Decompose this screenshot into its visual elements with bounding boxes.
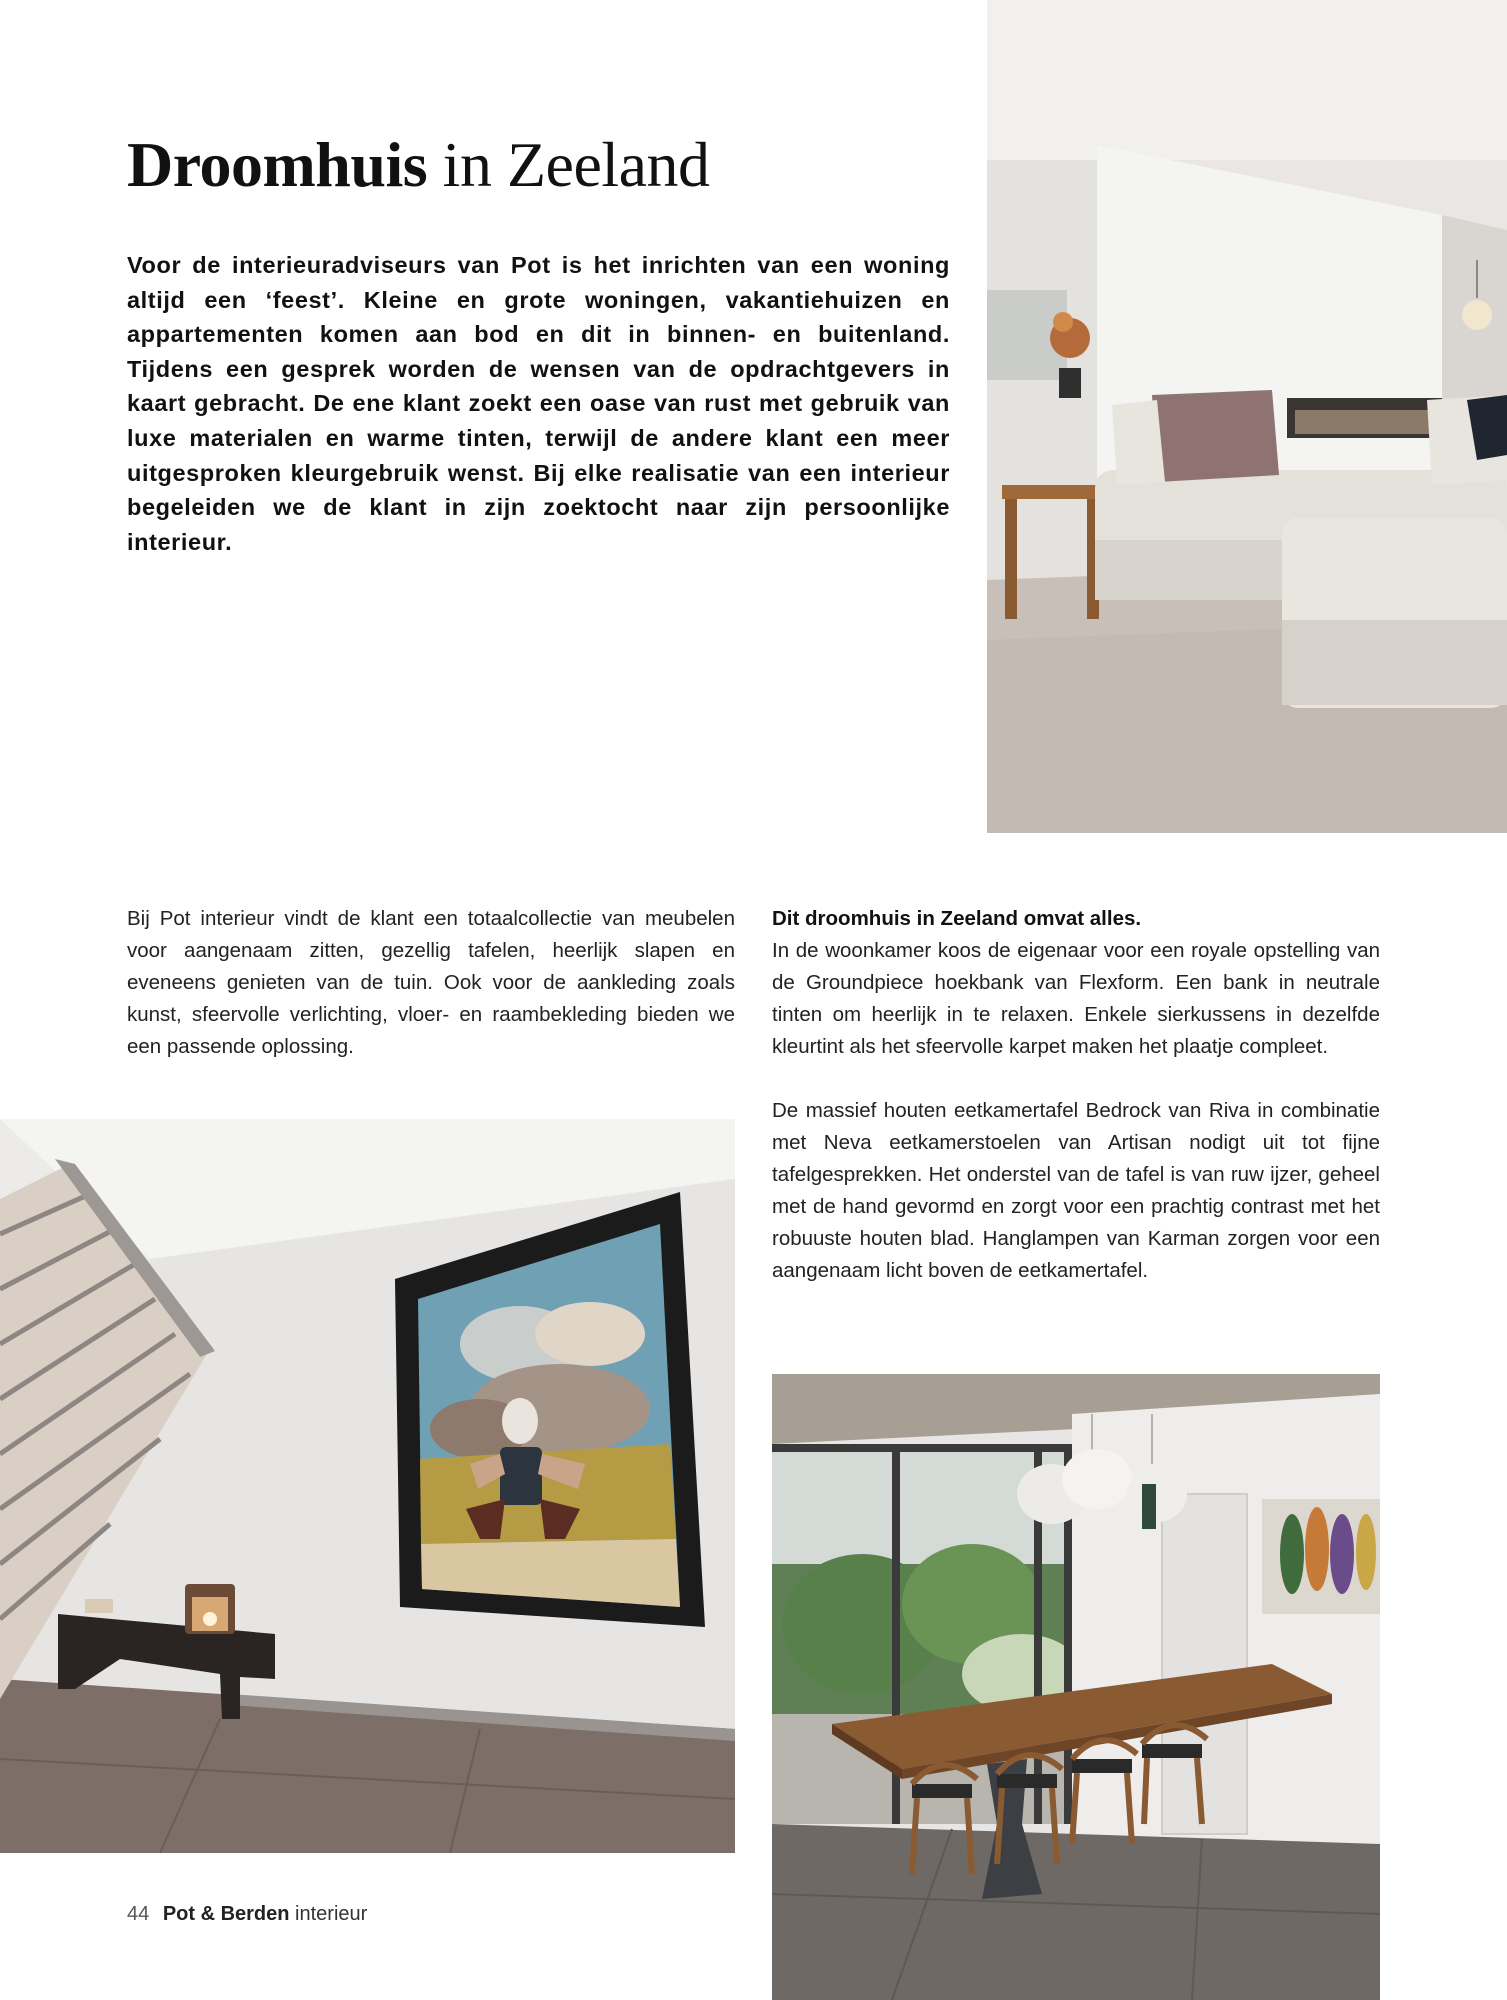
right-column-lead: Dit droomhuis in Zeeland omvat alles. <box>772 907 1142 930</box>
footer-brand: Pot & Berden <box>162 1903 290 1925</box>
footer-brand-suffix: interieur <box>289 1903 368 1925</box>
page-number: 44 <box>127 1903 150 1925</box>
page-footer <box>127 1903 367 1926</box>
article-title-bold: Droomhuis <box>127 129 428 200</box>
article-title-rest: in Zeeland <box>427 129 710 200</box>
right-column <box>772 903 1380 1287</box>
article-title <box>127 128 710 202</box>
left-column-text: Bij Pot interieur vindt de klant een totaalcollectie van meubelen voor aangenaam zitten, gezellig tafelen, heerlijk slapen en eveneens genieten van de tuin. Ook voor de aankleding zoals kunst, sfeervolle verlichting, vloer- en raambekleding bieden we een passende oplossing. <box>127 907 735 1058</box>
right-column-p1 <box>772 903 1380 1063</box>
right-column-p2: De massief houten eetkamertafel Bedrock van Riva in combinatie met Neva eetkamerstoelen van Artisan nodigt uit tot fijne tafelgesprekken. Het onderstel van de tafel is van ruw ijzer, geheel met de hand gevormd en zorgt voor een prachtig contrast met het robuuste houten blad. Hanglampen van Karman zorgen voor een aangenaam licht boven de eetkamertafel. <box>772 1099 1380 1282</box>
right-column-p1-text: In de woonkamer koos de eigenaar voor een royale opstelling van de Groundpiece hoekbank van Flexform. Een bank in neutrale tinten om heerlijk in te relaxen. Enkele sierkussens in dezelfde kleurtint als het sfeervolle karpet maken het plaatje compleet. <box>772 939 1380 1058</box>
living-room-photo <box>987 0 1507 833</box>
dining-room-photo <box>772 1374 1380 2000</box>
intro-paragraph: Voor de interieuradviseurs van Pot is het inrichten van een woning altijd een ‘feest’. Kleine en grote woningen, vakantiehuizen en appartementen komen aan bod en dit in binnen- en buitenland. Tijdens een gesprek worden de wensen van de opdrachtgevers in kaart gebracht. De ene klant zoekt een oase van rust met gebruik van luxe materialen en warme tinten, terwijl de andere klant een meer uitgesproken kleurgebruik wenst. Bij elke realisatie van een interieur begeleiden we de klant in zijn zoektocht naar zijn persoonlijke interieur. <box>127 252 950 555</box>
staircase-painting-photo <box>0 1119 735 1853</box>
